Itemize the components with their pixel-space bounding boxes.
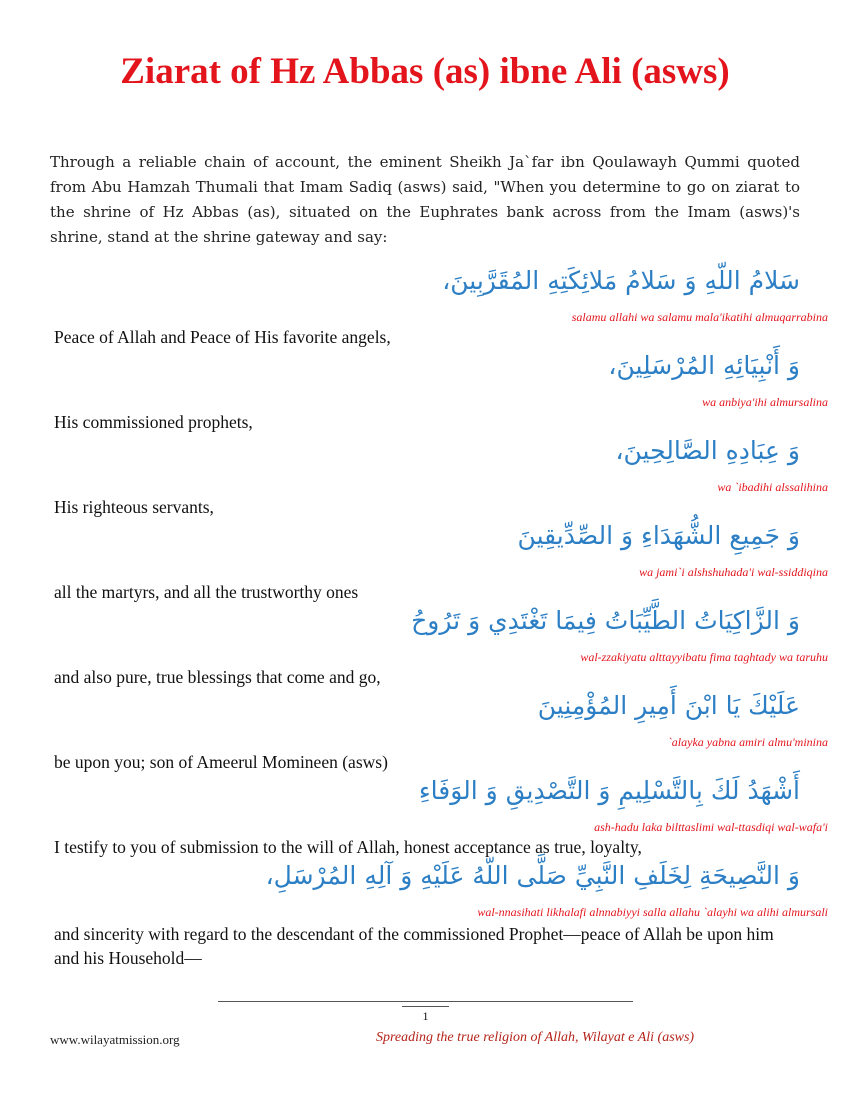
arabic-text: وَ جَمِيعِ الشُّهَدَاءِ وَ الصِّدِّيقِينَ [517, 521, 800, 550]
arabic-text: وَ عِبَادِهِ الصَّالِحِينَ، [615, 436, 800, 465]
translation: I testify to you of submission to the will of Allah, honest acceptance as true, loyalty, [54, 837, 642, 857]
verse-4 [0, 517, 850, 602]
translation: and sincerity with regard to the descendant of the commissioned Prophet—peace of Allah be upon him and his Household— [54, 924, 774, 968]
arabic-text: وَ النَّصِيحَةِ لِخَلَفِ النَّبِيِّ صَلَّى اللّهُ عَلَيْهِ وَ آلِهِ المُرْسَلِ، [265, 861, 800, 890]
arabic-text: وَ الزَّاكِيَاتُ الطَّيِّبَاتُ فِيمَا تَغْتَدِي وَ تَرُوحُ [411, 606, 800, 635]
footer-slogan: Spreading the true religion of Allah, Wilayat e Ali (asws) [376, 1030, 695, 1045]
arabic-text: أَشْهَدُ لَكَ بِالتَّسْلِيمِ وَ التَّصْدِيقِ وَ الوَفَاءِ [418, 776, 800, 805]
website-url[interactable]: www.wilayatmission.org [50, 1032, 180, 1047]
transliteration: salamu allahi wa salamu mala'ikatihi almuqarrabina [571, 310, 828, 324]
translation: Peace of Allah and Peace of His favorite angels, [54, 327, 391, 347]
verse-6 [0, 687, 850, 772]
arabic-text: عَلَيْكَ يَا ابْنَ أَمِيرِ المُؤْمِنِينَ [537, 691, 800, 720]
arabic-text: سَلامُ اللّهِ وَ سَلامُ مَلائِكَتِهِ المُقَرَّبِينَ، [442, 266, 800, 295]
verse-3 [0, 432, 850, 517]
verse-8 [0, 857, 850, 968]
transliteration: ash-hadu laka bilttaslimi wal-ttasdiqi wal-wafa'i [594, 820, 828, 834]
verse-list [0, 262, 850, 968]
verse-7 [0, 772, 850, 857]
page-title: Ziarat of Hz Abbas (as) ibne Ali (asws) [120, 51, 730, 92]
transliteration: wal-zzakiyatu alttayyibatu fima taghtady wa taruhu [580, 650, 828, 664]
page-number: 1 [422, 1009, 429, 1023]
transliteration: `alayka yabna amiri almu'minina [667, 735, 828, 749]
transliteration: wal-nnasihati likhalafi alnnabiyyi salla allahu `alayhi wa alihi almursali [477, 905, 828, 919]
translation: His commissioned prophets, [54, 412, 253, 432]
footer-divider [218, 1001, 633, 1002]
arabic-text: وَ أَنْبِيَائِهِ المُرْسَلِينَ، [608, 351, 800, 380]
transliteration: wa jami`i alshshuhada'i wal-ssiddiqina [639, 565, 828, 579]
translation: be upon you; son of Ameerul Momineen (asws) [54, 752, 388, 772]
translation: and also pure, true blessings that come and go, [54, 667, 381, 687]
intro-paragraph: Through a reliable chain of account, the eminent Sheikh Ja`far ibn Qoulawayh Qummi quoted from Abu Hamzah Thumali that Imam Sadiq (asws) said, "When you determine to go on ziarat to the shrine of Hz Abbas (as), situated on the Euphrates bank across from the Imam (asws)'s shrine, stand at the shrine gateway and say: [50, 153, 800, 246]
translation: His righteous servants, [54, 497, 214, 517]
transliteration: wa anbiya'ihi almursalina [702, 395, 828, 409]
verse-1 [0, 262, 850, 347]
verse-2 [0, 347, 850, 432]
transliteration: wa `ibadihi alssalihina [717, 480, 828, 494]
page-number-bar [402, 1006, 449, 1007]
verse-5 [0, 602, 850, 687]
translation: all the martyrs, and all the trustworthy ones [54, 582, 359, 602]
